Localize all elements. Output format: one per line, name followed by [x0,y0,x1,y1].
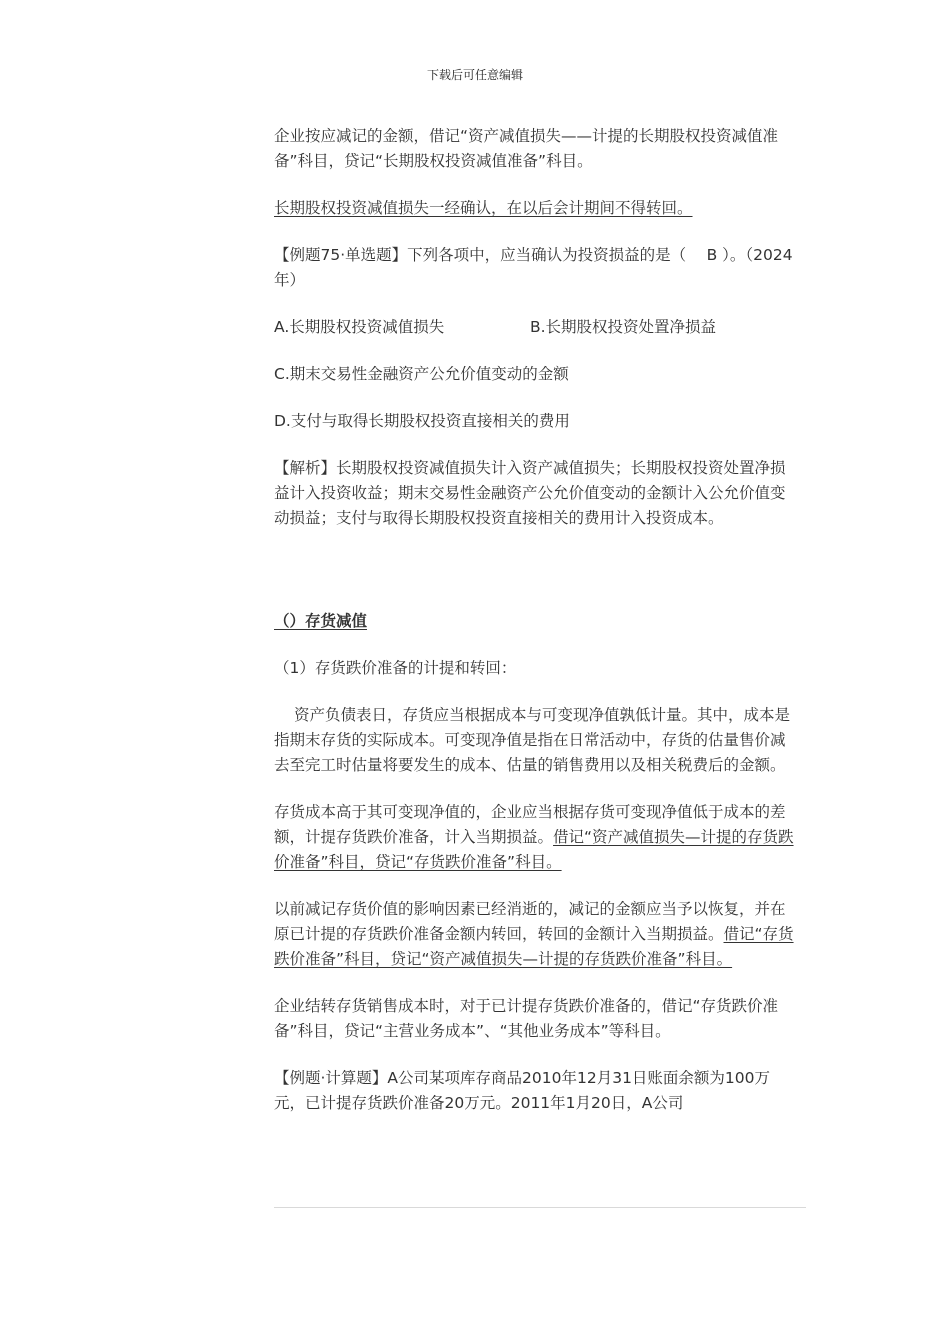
options-row-ab [274,315,798,340]
page-bottom-divider [274,1207,806,1208]
spacer [274,553,798,609]
option-c: C.期末交易性金融资产公允价值变动的金额 [274,365,569,383]
underlined-text: 借记“存货跌价准备”科目，贷记“资产减值损失—计提的存货跌价准备”科目。 [274,925,794,968]
option-d: D.支付与取得长期股权投资直接相关的费用 [274,412,570,430]
paragraph-provision [274,800,798,875]
underlined-text: 长期股权投资减值损失一经确认，在以后会计期间不得转回。 [274,199,693,217]
example-question: 【例题75·单选题】下列各项中，应当确认为投资损益的是（ B ）。（2024年） [274,246,793,289]
example-analysis: 【解析】长期股权投资减值损失计入资产减值损失；长期股权投资处置净损益计入投资收益；期末交易性金融资产公允价值变动的金额计入公允价值变动损益；支付与取得长期股权投资直接相关的费用计入投资成本。 [274,459,786,527]
plain-text: 以前减记存货价值的影响因素已经消逝的，减记的金额应当予以恢复，并在原已计提的存货跌价准备金额内转回，转回的金额计入当期损益。 [274,900,786,943]
paragraph-measurement: 资产负债表日，存货应当根据成本与可变现净值孰低计量。其中，成本是指期末存货的实际成本。可变现净值是指在日常活动中，存货的估量售价减去至完工时估量将要发生的成本、估量的销售费用以及相关税费后的金额。 [274,706,791,774]
underlined-text: 借记“资产减值损失—计提的存货跌价准备”科目，贷记“存货跌价准备”科目。 [274,828,794,871]
section-heading-text: （）存货减值 [274,612,368,630]
option-b: B.长期股权投资处置净损益 [530,318,717,336]
page-header-note: 下载后可任意编辑 [426,68,523,82]
document-body [274,124,798,1138]
paragraph-reversal [274,897,798,972]
option-a: A.长期股权投资减值损失 [274,318,445,336]
section-heading [274,609,798,634]
paragraph-impairment-entry: 企业按应减记的金额，借记“资产减值损失——计提的长期股权投资减值准备”科目，贷记“长期股权投资减值准备”科目。 [274,127,779,170]
plain-text: 存货成本高于其可变现净值的，企业应当根据存货可变现净值低于成本的差额，计提存货跌价准备，计入当期损益。 [274,803,786,846]
paragraph-no-reversal [274,196,798,221]
paragraph-carry-forward: 企业结转存货销售成本时，对于已计提存货跌价准备的，借记“存货跌价准备”科目，贷记“主营业务成本”、“其他业务成本”等科目。 [274,997,779,1040]
example-calculation: 【例题·计算题】A公司某项库存商品2010年12月31日账面余额为100万元，已计提存货跌价准备20万元。2011年1月20日，A公司 [274,1069,771,1112]
sub-heading: （1）存货跌价准备的计提和转回： [274,659,517,677]
